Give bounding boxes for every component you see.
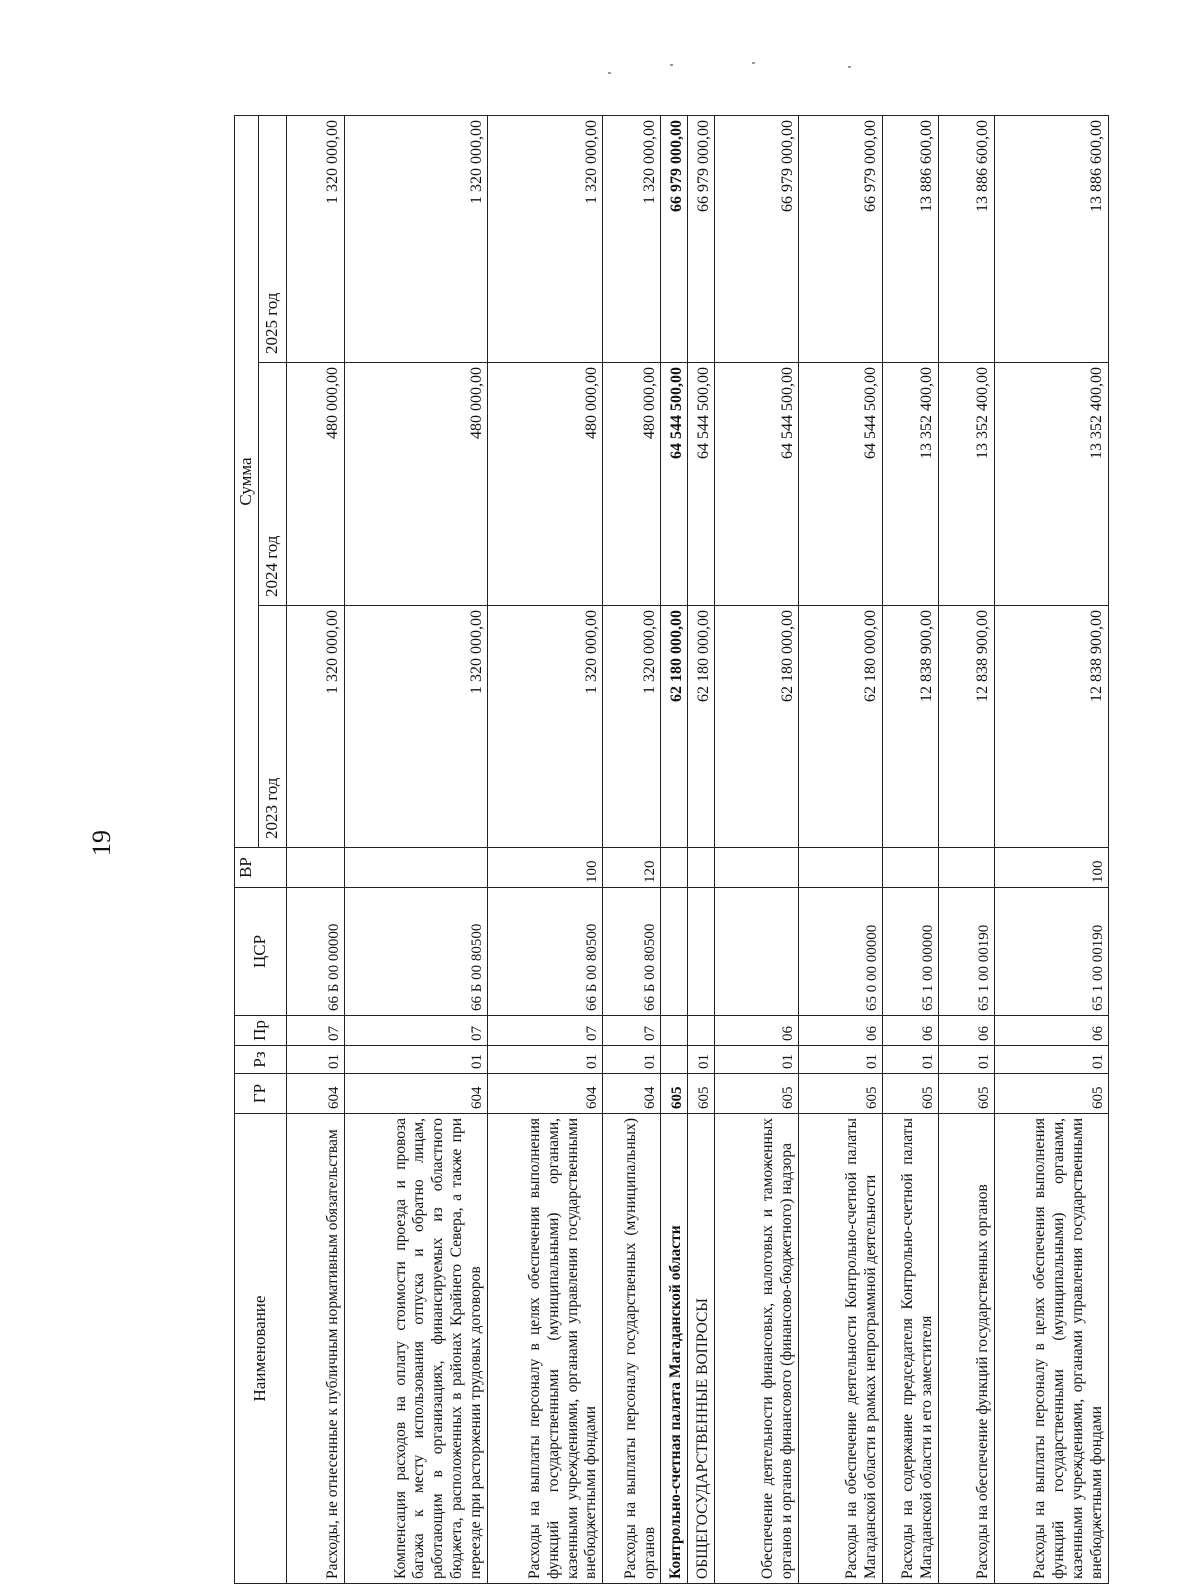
- table-row: [688, 116, 715, 1584]
- row-name: Расходы на выплаты персоналу в целях обеспечения выполнения функций государственными (муниципальными) органами, казенными учреждениями, органами управления государственными внебюджетными фондами: [488, 1114, 603, 1584]
- table-row: [994, 116, 1108, 1584]
- row-pr: 07: [603, 1016, 661, 1046]
- header-2023: 2023 год: [258, 606, 286, 848]
- rotated-table-wrapper: [234, 116, 1109, 1584]
- row-csr: 66 Б 00 00000: [286, 888, 344, 1016]
- table-body: [286, 116, 1108, 1584]
- row-vr: [715, 848, 799, 888]
- row-csr: [688, 888, 715, 1016]
- row-rz: 01: [938, 1046, 994, 1074]
- row-amount-2023: 62 180 000,00: [799, 606, 883, 848]
- row-gr: 605: [938, 1074, 994, 1114]
- row-csr: 65 1 00 00190: [938, 888, 994, 1016]
- row-rz: 01: [488, 1046, 603, 1074]
- header-rz: Рз: [235, 1046, 287, 1074]
- row-amount-2025: 1 320 000,00: [488, 116, 603, 363]
- row-csr: [661, 888, 688, 1016]
- row-pr: 07: [488, 1016, 603, 1046]
- row-gr: 604: [286, 1074, 344, 1114]
- row-vr: [286, 848, 344, 888]
- row-amount-2025: 13 886 600,00: [994, 116, 1108, 363]
- row-amount-2024: 480 000,00: [286, 363, 344, 606]
- row-csr: 65 0 00 00000: [799, 888, 883, 1016]
- row-amount-2024: 13 352 400,00: [994, 363, 1108, 606]
- row-amount-2025: 13 886 600,00: [882, 116, 938, 363]
- row-vr: [688, 848, 715, 888]
- table-row: [882, 116, 938, 1584]
- header-sum: Сумма: [235, 116, 259, 848]
- row-gr: 605: [715, 1074, 799, 1114]
- table-row: [938, 116, 994, 1584]
- row-pr: 07: [344, 1016, 487, 1046]
- row-rz: 01: [994, 1046, 1108, 1074]
- row-csr: [715, 888, 799, 1016]
- row-amount-2024: 64 544 500,00: [715, 363, 799, 606]
- row-rz: [661, 1046, 688, 1074]
- row-amount-2023: 1 320 000,00: [488, 606, 603, 848]
- row-name: Расходы на обеспечение функций государственных органов: [938, 1114, 994, 1584]
- row-gr: 604: [488, 1074, 603, 1114]
- row-rz: 01: [882, 1046, 938, 1074]
- row-gr: 605: [882, 1074, 938, 1114]
- row-amount-2024: 480 000,00: [344, 363, 487, 606]
- scan-speck: [752, 62, 755, 64]
- row-vr: [799, 848, 883, 888]
- row-amount-2025: 66 979 000,00: [688, 116, 715, 363]
- row-name: ОБЩЕГОСУДАРСТВЕННЫЕ ВОПРОСЫ: [688, 1114, 715, 1584]
- row-pr: 06: [715, 1016, 799, 1046]
- row-name: Обеспечение деятельности финансовых, налоговых и таможенных органов и органов финансового (финансово-бюджетного) надзора: [715, 1114, 799, 1584]
- header-vr: ВР: [235, 848, 287, 888]
- row-name: Расходы, не отнесенные к публичным нормативным обязательствам: [286, 1114, 344, 1584]
- row-vr: 100: [994, 848, 1108, 888]
- header-gr: ГР: [235, 1074, 287, 1114]
- header-row-top: [235, 116, 259, 1584]
- row-name: Контрольно-счетная палата Магаданской области: [661, 1114, 688, 1584]
- budget-table: [234, 115, 1109, 1584]
- row-amount-2025: 66 979 000,00: [799, 116, 883, 363]
- header-csr: ЦСР: [235, 888, 287, 1016]
- row-amount-2023: 1 320 000,00: [603, 606, 661, 848]
- row-pr: 06: [799, 1016, 883, 1046]
- row-amount-2024: 13 352 400,00: [882, 363, 938, 606]
- row-pr: 06: [882, 1016, 938, 1046]
- row-gr: 605: [799, 1074, 883, 1114]
- row-rz: 01: [688, 1046, 715, 1074]
- table-row: [488, 116, 603, 1584]
- row-vr: [344, 848, 487, 888]
- row-amount-2023: 12 838 900,00: [994, 606, 1108, 848]
- row-pr: 06: [994, 1016, 1108, 1046]
- row-rz: 01: [344, 1046, 487, 1074]
- header-2025: 2025 год: [258, 116, 286, 363]
- row-pr: 06: [938, 1016, 994, 1046]
- row-vr: [661, 848, 688, 888]
- row-amount-2025: 66 979 000,00: [715, 116, 799, 363]
- table-row: [799, 116, 883, 1584]
- row-amount-2023: 12 838 900,00: [938, 606, 994, 848]
- header-2024: 2024 год: [258, 363, 286, 606]
- row-amount-2023: 12 838 900,00: [882, 606, 938, 848]
- row-csr: 66 Б 00 80500: [344, 888, 487, 1016]
- row-amount-2024: 480 000,00: [488, 363, 603, 606]
- table-row: [715, 116, 799, 1584]
- table-row: [286, 116, 344, 1584]
- row-gr: 605: [661, 1074, 688, 1114]
- row-name: Расходы на содержание председателя Контрольно-счетной палаты Магаданской области и его заместителя: [882, 1114, 938, 1584]
- row-csr: 66 Б 00 80500: [488, 888, 603, 1016]
- row-name: Расходы на обеспечение деятельности Контрольно-счетной палаты Магаданской области в рамках непрограммной деятельности: [799, 1114, 883, 1584]
- row-vr: 120: [603, 848, 661, 888]
- row-amount-2025: 13 886 600,00: [938, 116, 994, 363]
- row-amount-2023: 1 320 000,00: [286, 606, 344, 848]
- row-csr: 65 1 00 00000: [882, 888, 938, 1016]
- row-amount-2024: 64 544 500,00: [661, 363, 688, 606]
- row-amount-2024: 64 544 500,00: [799, 363, 883, 606]
- row-vr: [938, 848, 994, 888]
- row-amount-2025: 66 979 000,00: [661, 116, 688, 363]
- row-amount-2023: 62 180 000,00: [715, 606, 799, 848]
- row-gr: 605: [688, 1074, 715, 1114]
- scan-speck: [670, 64, 673, 66]
- row-amount-2025: 1 320 000,00: [603, 116, 661, 363]
- row-amount-2023: 62 180 000,00: [661, 606, 688, 848]
- row-rz: 01: [603, 1046, 661, 1074]
- scan-speck: [848, 66, 851, 68]
- page-number: 19: [87, 830, 116, 856]
- row-rz: 01: [286, 1046, 344, 1074]
- table-row: [603, 116, 661, 1584]
- row-amount-2023: 62 180 000,00: [688, 606, 715, 848]
- row-rz: 01: [715, 1046, 799, 1074]
- row-amount-2024: 13 352 400,00: [938, 363, 994, 606]
- header-name: Наименование: [235, 1114, 287, 1584]
- row-pr: [688, 1016, 715, 1046]
- row-amount-2025: 1 320 000,00: [286, 116, 344, 363]
- table-row: [344, 116, 487, 1584]
- row-gr: 604: [344, 1074, 487, 1114]
- row-gr: 605: [994, 1074, 1108, 1114]
- row-name: Компенсация расходов на оплату стоимости проезда и провоза багажа к месту использования отпуска и обратно лицам, работающим в организациях, финансируемых из областного бюджета, расположенных в районах Крайнего Севера, а также при переезде при расторжении трудовых договоров: [344, 1114, 487, 1584]
- row-rz: 01: [799, 1046, 883, 1074]
- row-vr: 100: [488, 848, 603, 888]
- header-pr: Пр: [235, 1016, 287, 1046]
- row-csr: 66 Б 00 80500: [603, 888, 661, 1016]
- row-amount-2024: 64 544 500,00: [688, 363, 715, 606]
- row-name: Расходы на выплаты персоналу государственных (муниципальных) органов: [603, 1114, 661, 1584]
- row-amount-2025: 1 320 000,00: [344, 116, 487, 363]
- row-amount-2024: 480 000,00: [603, 363, 661, 606]
- row-csr: 65 1 00 00190: [994, 888, 1108, 1016]
- row-name: Расходы на выплаты персоналу в целях обеспечения выполнения функций государственными (муниципальными) органами, казенными учреждениями, органами управления государственными внебюджетными фондами: [994, 1114, 1108, 1584]
- row-pr: [661, 1016, 688, 1046]
- scan-speck: [608, 72, 611, 74]
- row-gr: 604: [603, 1074, 661, 1114]
- row-pr: 07: [286, 1016, 344, 1046]
- table-row: [661, 116, 688, 1584]
- row-vr: [882, 848, 938, 888]
- row-amount-2023: 1 320 000,00: [344, 606, 487, 848]
